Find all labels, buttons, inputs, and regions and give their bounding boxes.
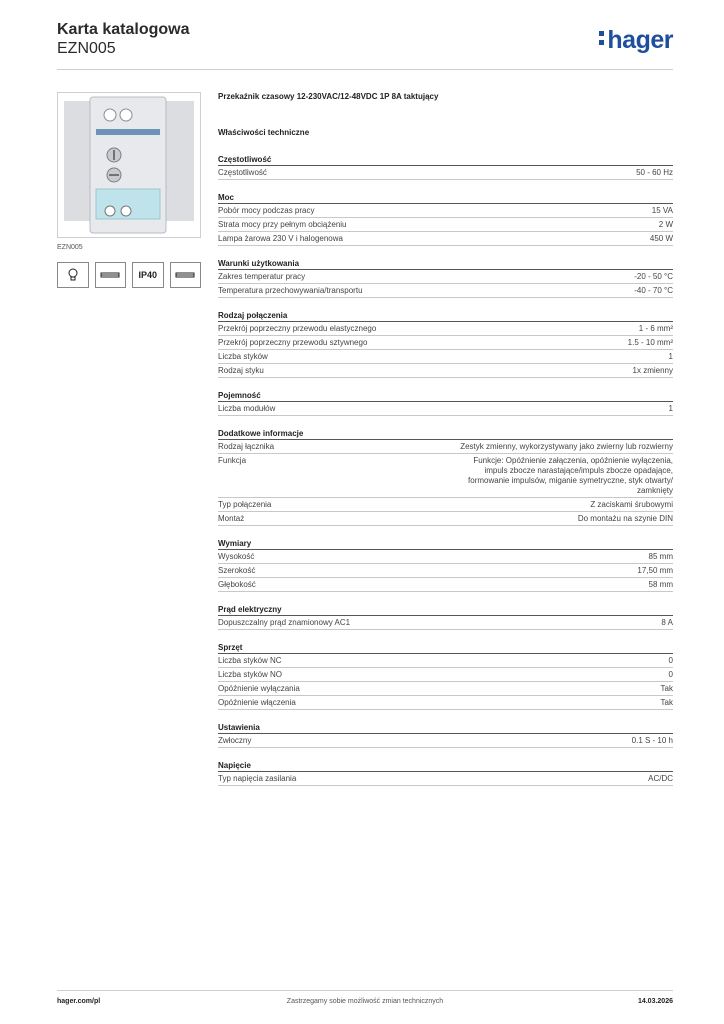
spec-value: 85 mm [648, 552, 673, 561]
spec-row [218, 350, 673, 364]
spec-section [218, 760, 673, 786]
spec-row [218, 550, 673, 564]
spec-row [218, 668, 673, 682]
section-title: Sprzęt [218, 642, 673, 654]
spec-row [218, 284, 673, 298]
spec-label: Typ napięcia zasilania [218, 774, 297, 783]
spec-row [218, 454, 673, 498]
spec-label: Liczba styków NO [218, 670, 283, 679]
spec-label: Strata mocy przy pełnym obciążeniu [218, 220, 347, 229]
section-title: Moc [218, 192, 673, 204]
spec-value: Tak [660, 684, 673, 693]
spec-row [218, 578, 673, 592]
spec-value: Funkcje: Opóźnienie załączenia, opóźnienie wyłączenia, impuls zbocze narastające/impuls zbocze opadające, formowanie impulsów, miganie symetryczne, styk otwarty/ zamknięty [468, 456, 673, 495]
ip-rating-badge: IP40 [132, 262, 164, 288]
spec-value: 17,50 mm [637, 566, 673, 575]
product-code: EZN005 [57, 40, 116, 57]
header [57, 20, 673, 68]
spec-label: Przekrój poprzeczny przewodu sztywnego [218, 338, 368, 347]
spec-value: 8 A [661, 618, 673, 627]
section-title: Warunki użytkowania [218, 258, 673, 270]
feature-badges [57, 262, 201, 288]
section-title: Ustawienia [218, 722, 673, 734]
section-title: Prąd elektryczny [218, 604, 673, 616]
footer [57, 998, 673, 1010]
spec-value: 50 - 60 Hz [636, 168, 673, 177]
spec-label: Liczba styków NC [218, 656, 282, 665]
spec-value: 1x zmienny [632, 366, 673, 375]
section-title: Wymiary [218, 538, 673, 550]
spec-value: AC/DC [648, 774, 673, 783]
spec-row [218, 696, 673, 710]
spec-section [218, 538, 673, 592]
spec-label: Pobór mocy podczas pracy [218, 206, 315, 215]
spec-row [218, 682, 673, 696]
bulb-icon [57, 262, 89, 288]
spec-value: 0 [668, 656, 673, 665]
spec-row [218, 218, 673, 232]
spec-label: Głębokość [218, 580, 256, 589]
spec-label: Rodzaj łącznika [218, 442, 275, 451]
spec-row [218, 440, 673, 454]
section-title: Napięcie [218, 760, 673, 772]
din-rail-icon [170, 262, 202, 288]
spec-label: Zwłoczny [218, 736, 252, 745]
photo-caption: EZN005 [57, 244, 83, 251]
spec-section [218, 604, 673, 630]
spec-value: 2 W [658, 220, 673, 229]
din-rail-icon [95, 262, 127, 288]
spec-row [218, 498, 673, 512]
spec-section [218, 428, 673, 526]
logo-dots-icon [599, 31, 604, 49]
spec-row [218, 166, 673, 180]
spec-label: Typ połączenia [218, 500, 272, 509]
section-title: Rodzaj połączenia [218, 310, 673, 322]
hager-logo[interactable]: hager [599, 26, 673, 55]
spec-value: Tak [660, 698, 673, 707]
spec-label: Przekrój poprzeczny przewodu elastycznego [218, 324, 377, 333]
footer-divider [57, 990, 673, 991]
spec-row [218, 364, 673, 378]
spec-section [218, 154, 673, 180]
spec-value: Z zaciskami śrubowymi [590, 500, 673, 509]
relay-device-icon [58, 93, 200, 237]
spec-row [218, 772, 673, 786]
spec-value: 1 - 6 mm² [638, 324, 673, 333]
spec-section [218, 390, 673, 416]
spec-label: Temperatura przechowywania/transportu [218, 286, 363, 295]
spec-value: 1 [668, 352, 673, 361]
spec-row [218, 232, 673, 246]
spec-section [218, 192, 673, 246]
spec-label: Opóźnienie wyłączania [218, 684, 300, 693]
spec-label: Liczba styków [218, 352, 268, 361]
spec-label: Liczba modułów [218, 404, 276, 413]
header-divider [57, 69, 673, 70]
spec-row [218, 270, 673, 284]
specification-column [218, 92, 673, 786]
spec-row [218, 564, 673, 578]
spec-label: Opóźnienie włączenia [218, 698, 296, 707]
spec-value: 450 W [649, 234, 673, 243]
footer-date: 14.03.2026 [637, 998, 673, 1005]
spec-value: 58 mm [648, 580, 673, 589]
spec-value: -20 - 50 °C [634, 272, 673, 281]
spec-label: Montaż [218, 514, 245, 523]
product-photo [57, 92, 201, 238]
footer-disclaimer: Zastrzegamy sobie możliwość zmian technicznych [286, 998, 444, 1005]
spec-section [218, 642, 673, 710]
spec-section [218, 722, 673, 748]
spec-row [218, 204, 673, 218]
spec-label: Dopuszczalny prąd znamionowy AC1 [218, 618, 351, 627]
spec-label: Rodzaj styku [218, 366, 264, 375]
spec-label: Szerokość [218, 566, 256, 575]
spec-section [218, 258, 673, 298]
document-title: Karta katalogowa [57, 21, 190, 38]
spec-value: 0 [668, 670, 673, 679]
spec-row [218, 336, 673, 350]
spec-row [218, 734, 673, 748]
footer-website-link[interactable]: hager.com/pl [57, 998, 101, 1005]
spec-value: 1 [668, 404, 673, 413]
spec-value: 0.1 S - 10 h [631, 736, 673, 745]
product-description: Przekaźnik czasowy 12-230VAC/12-48VDC 1P 8A taktujący [218, 92, 439, 101]
properties-heading: Właściwości techniczne [218, 128, 310, 137]
spec-label: Lampa żarowa 230 V i halogenowa [218, 234, 343, 243]
section-title: Pojemność [218, 390, 673, 402]
spec-sections [218, 154, 673, 786]
section-title: Dodatkowe informacje [218, 428, 673, 440]
spec-label: Zakres temperatur pracy [218, 272, 306, 281]
product-column [57, 92, 201, 288]
spec-row [218, 654, 673, 668]
spec-value: Zestyk zmienny, wykorzystywany jako zwierny lub rozwierny [460, 442, 673, 451]
spec-section [218, 310, 673, 378]
spec-value: -40 - 70 °C [634, 286, 673, 295]
spec-row [218, 402, 673, 416]
spec-row [218, 616, 673, 630]
spec-value: 1.5 - 10 mm² [627, 338, 673, 347]
spec-label: Wysokość [218, 552, 255, 561]
spec-value: Do montażu na szynie DIN [577, 514, 673, 523]
spec-label: Częstotliwość [218, 168, 267, 177]
section-title: Częstotliwość [218, 154, 673, 166]
spec-row [218, 322, 673, 336]
spec-row [218, 512, 673, 526]
spec-value: 15 VA [651, 206, 673, 215]
spec-label: Funkcja [218, 456, 247, 465]
